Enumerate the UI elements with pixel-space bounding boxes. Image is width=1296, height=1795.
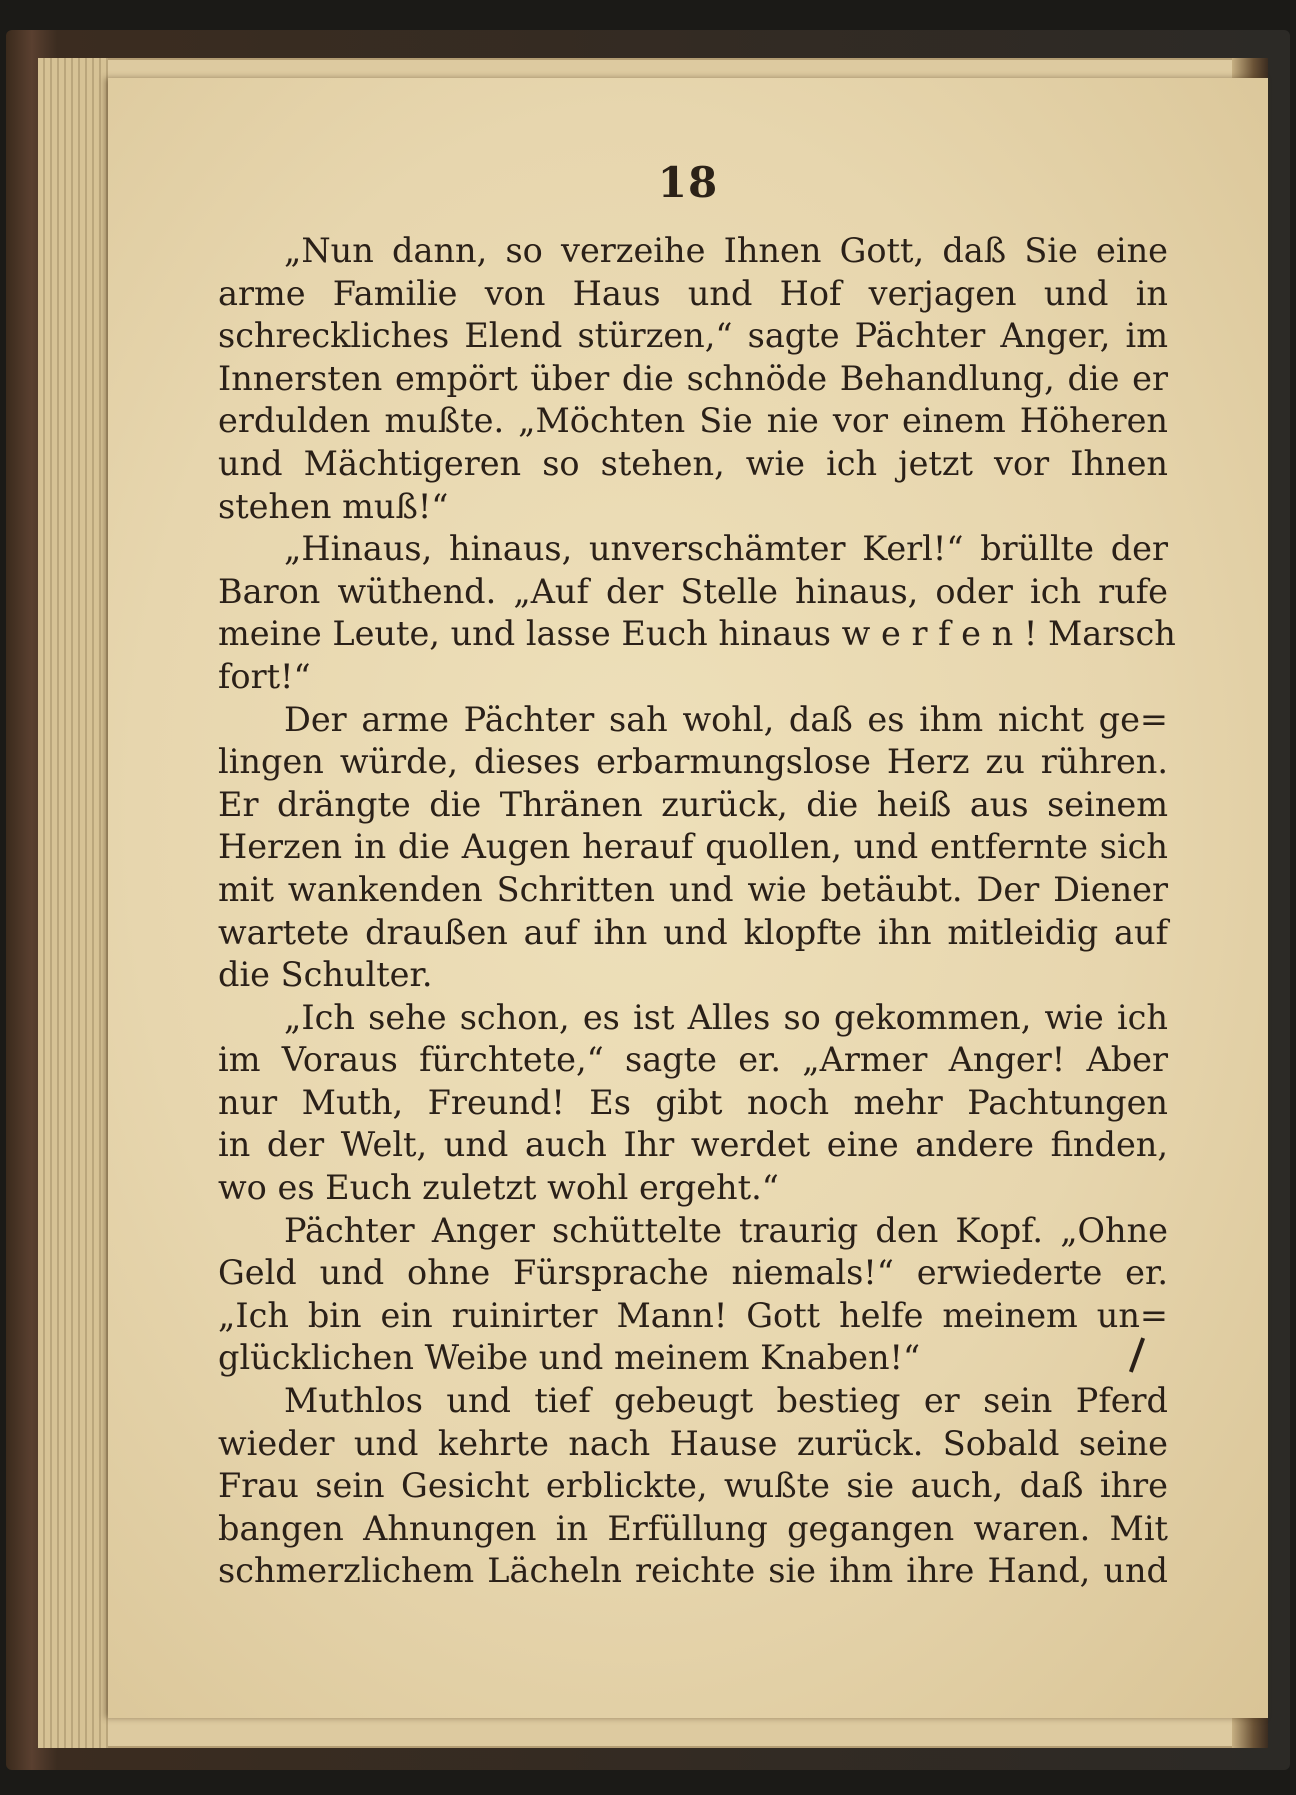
text-line: erdulden mußte. „Möchten Sie nie vor einem Höheren [218,401,1168,441]
text-line: „Nun dann, so verzeihe Ihnen Gott, daß Sie eine [284,231,1168,270]
text-line: glücklichen Weibe und meinem Knaben!“ [218,1338,921,1378]
page-number: 18 [657,158,719,207]
text-line: Pächter Anger schüttelte traurig den Kopf. „Ohne [284,1210,1168,1250]
text-line: Innersten empört über die schnöde Behandlung, die er [218,358,1168,398]
text-line: Frau sein Gesicht erblickte, wußte sie auch, daß ihre [218,1466,1168,1506]
text-line: wieder und kehrte nach Hause zurück. Sobald seine [218,1423,1168,1463]
text-line: lingen würde, dieses erbarmungslose Herz zu rühren. [218,742,1168,782]
book-page [108,78,1268,1718]
text-line: bangen Ahnungen in Erfüllung gegangen waren. Mit [218,1508,1168,1548]
text-line: Er drängte die Thränen zurück, die heiß aus seinem [218,784,1168,824]
text-line: und Mächtigeren so stehen, wie ich jetzt vor Ihnen [218,443,1168,483]
text-line: nur Muth, Freund! Es gibt noch mehr Pachtungen [218,1082,1168,1122]
text-line: „Ich sehe schon, es ist Alles so gekommen, wie ich [284,997,1168,1037]
text-line: im Voraus fürchtete,“ sagte er. „Armer Anger! Aber [218,1040,1168,1080]
text-line: meine Leute, und lasse Euch hinaus w e r f e n ! Marsch [218,614,1176,654]
text-line: die Schulter. [218,955,433,995]
text-line: arme Familie von Haus und Hof verjagen und in [218,273,1168,313]
body-text [218,230,1176,1593]
text-line: wo es Euch zuletzt wohl ergeht.“ [218,1168,779,1208]
text-line: „Ich bin ein ruinirter Mann! Gott helfe meinem un= [218,1295,1168,1335]
text-line: schmerzlichem Lächeln reichte sie ihm ihre Hand, und [218,1551,1168,1591]
text-line: schreckliches Elend stürzen,“ sagte Pächter Anger, im [218,316,1168,356]
text-line: mit wankenden Schritten und wie betäubt. Der Diener [218,869,1168,909]
text-line: stehen muß!“ [218,486,449,526]
text-line: „Hinaus, hinaus, unverschämter Kerl!“ brüllte der [284,529,1168,569]
text-line: Der arme Pächter sah wohl, daß es ihm nicht ge= [284,699,1168,739]
text-line: fort!“ [218,656,311,696]
text-line: Geld und ohne Fürsprache niemals!“ erwiederte er. [218,1253,1168,1293]
text-line: Baron wüthend. „Auf der Stelle hinaus, oder ich rufe [218,571,1168,611]
text-line: Muthlos und tief gebeugt bestieg er sein Pferd [284,1381,1168,1421]
text-line: wartete draußen auf ihn und klopfte ihn mitleidig auf [218,912,1168,952]
text-line: in der Welt, und auch Ihr werdet eine andere finden, [218,1125,1168,1165]
text-line: Herzen in die Augen herauf quollen, und entfernte sich [218,827,1168,867]
